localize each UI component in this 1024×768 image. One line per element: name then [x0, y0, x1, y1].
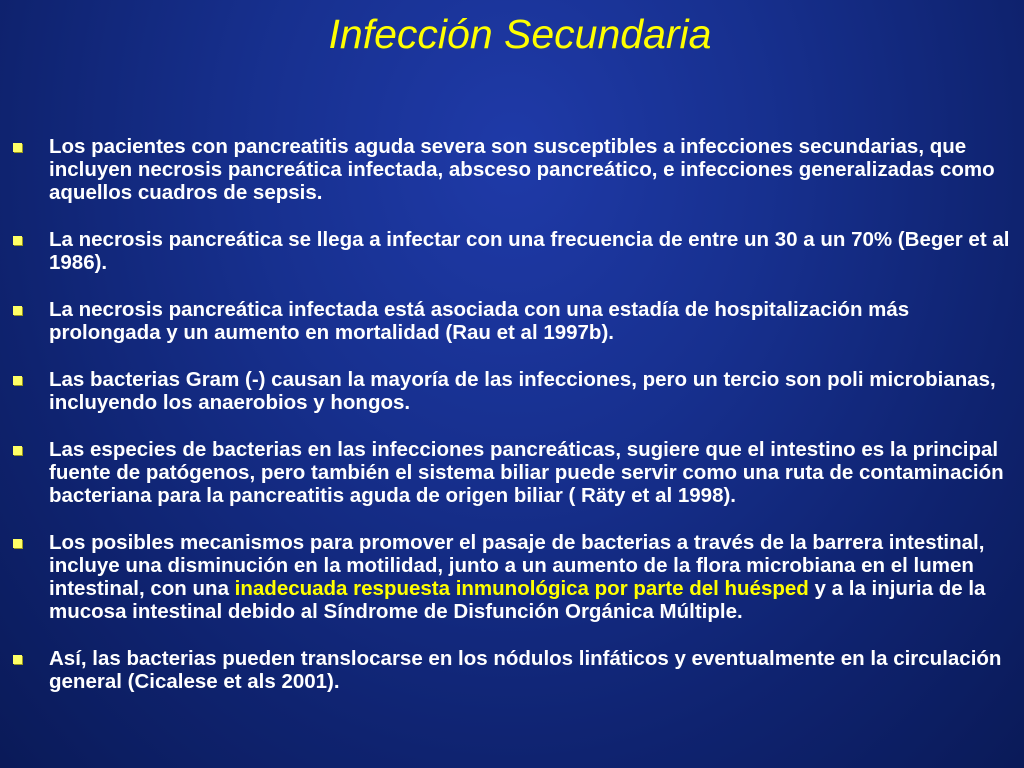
bullet-text: Las bacterias Gram (-) causan la mayoría de las infecciones, pero un tercio son poli microbianas, incluyendo los anaerobios y hongos. — [49, 368, 996, 414]
slide-title: Infección Secundaria — [328, 11, 712, 57]
bullet-text: Las especies de bacterias en las infecciones pancreáticas, sugiere que el intestino es la principal fuente de patógenos, pero también el sistema biliar puede servir como una ruta de contaminación bacteriana para la pancreatitis aguda de origen biliar ( Räty et al 1998). — [49, 438, 1004, 507]
square-bullet-icon — [13, 376, 22, 385]
bullet-text-after: y a la injuria de la mucosa intestinal debido al Síndrome de Disfunción Orgánica Múltiple. — [49, 577, 986, 623]
square-bullet-icon — [13, 655, 22, 664]
square-bullet-icon — [13, 306, 22, 315]
bullet-item-2 — [12, 228, 1012, 274]
square-bullet-icon — [13, 446, 22, 455]
square-bullet-icon — [13, 539, 22, 548]
bullet-text: Los pacientes con pancreatitis aguda severa son susceptibles a infecciones secundarias, que incluyen necrosis pancreática infectada, absceso pancreático, e infecciones generalizadas como aquellos cuadros de sepsis. — [49, 135, 995, 204]
bullet-item-7 — [12, 647, 1012, 693]
square-bullet-icon — [13, 143, 22, 152]
bullet-item-1 — [12, 135, 1012, 204]
bullet-item-6 — [12, 531, 1012, 623]
bullet-item-5 — [12, 438, 1012, 507]
square-bullet-icon — [13, 236, 22, 245]
bullet-text: Así, las bacterias pueden translocarse en los nódulos linfáticos y eventualmente en la circulación general (Cicalese et als 2001). — [49, 647, 1002, 693]
bullet-list — [12, 135, 1012, 717]
bullet-text: La necrosis pancreática se llega a infectar con una frecuencia de entre un 30 a un 70% (Beger et al 1986). — [49, 228, 1010, 274]
bullet-text: La necrosis pancreática infectada está asociada con una estadía de hospitalización más prolongada y un aumento en mortalidad (Rau et al 1997b). — [49, 298, 910, 344]
bullet-text-before: Los posibles mecanismos para promover el pasaje de bacterias a través de la barrera intestinal, incluye una disminución en la motilidad, junto a un aumento de la flora microbiana en el lumen intestinal, con una — [49, 531, 985, 600]
bullet-item-4 — [12, 368, 1012, 414]
highlighted-text: inadecuada respuesta inmunológica por parte del huésped — [234, 577, 809, 600]
bullet-item-3 — [12, 298, 1012, 344]
